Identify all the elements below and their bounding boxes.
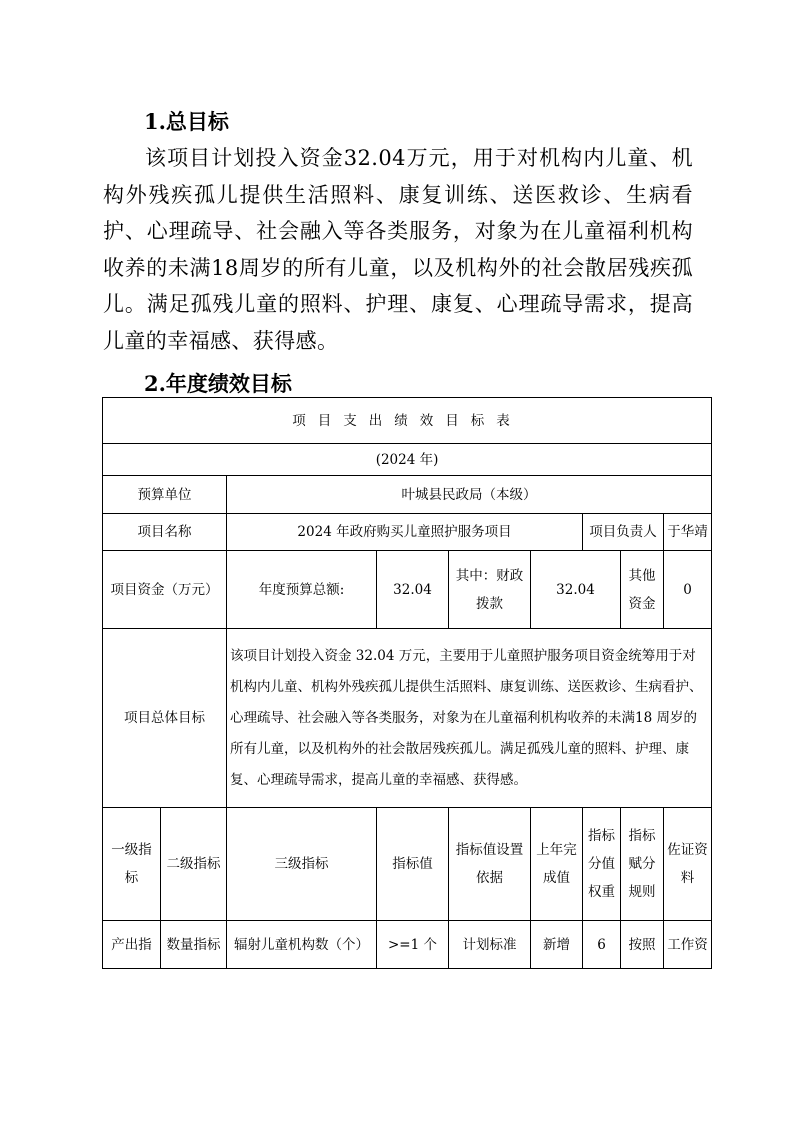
header-value-basis: 指标值设置依据 (449, 808, 531, 921)
project-name-label: 项目名称 (103, 514, 227, 551)
project-name-value: 2024 年政府购买儿童照护服务项目 (227, 514, 583, 551)
budget-unit-label: 预算单位 (103, 476, 227, 514)
row-evidence: 工作资 (664, 921, 712, 969)
header-level1: 一级指标 (103, 808, 161, 921)
overall-goal-paragraph: 该项目计划投入资金32.04万元，用于对机构内儿童、机构外残疾孤儿提供生活照料、康复训练、送医救诊、生病看护、心理疏导、社会融入等各类服务，对象为在儿童福利机构收养的未满18周岁的所有儿童，以及机构外的社会散居残疾孤儿。满足孤残儿童的照料、护理、康复、心理疏导需求，提高儿童的幸福感、获得感。 (103, 146, 693, 353)
header-scoring-rule: 指标赋分规则 (621, 808, 664, 921)
row-target-value: >=1 个 (377, 921, 449, 969)
annual-budget-value: 32.04 (377, 551, 449, 629)
header-evidence: 佐证资料 (664, 808, 712, 921)
fiscal-label: 其中：财政拨款 (449, 551, 531, 629)
project-owner-label: 项目负责人 (583, 514, 664, 551)
header-target-value: 指标值 (377, 808, 449, 921)
fiscal-value: 32.04 (531, 551, 621, 629)
project-goal-label: 项目总体目标 (103, 629, 227, 808)
other-fund-value: 0 (664, 551, 712, 629)
header-level3: 三级指标 (227, 808, 377, 921)
row-level2: 数量指标 (161, 921, 227, 969)
header-level2: 二级指标 (161, 808, 227, 921)
row-weight: 6 (583, 921, 621, 969)
annual-budget-label: 年度预算总额: (227, 551, 377, 629)
budget-unit-value: 叶城县民政局（本级） (227, 476, 712, 514)
performance-target-table (102, 397, 712, 969)
row-level1: 产出指 (103, 921, 161, 969)
table-year: (2024 年) (103, 444, 712, 476)
other-fund-label: 其他资金 (621, 551, 664, 629)
row-last-year: 新增 (531, 921, 583, 969)
header-weight: 指标分值权重 (583, 808, 621, 921)
table-title: 项目支出绩效目标表 (103, 398, 712, 444)
fund-label: 项目资金（万元） (103, 551, 227, 629)
row-value-basis: 计划标准 (449, 921, 531, 969)
section-heading-overall-goal: 1.总目标 (144, 109, 229, 134)
section-heading-annual-goal: 2.年度绩效目标 (144, 371, 292, 396)
row-scoring-rule: 按照 (621, 921, 664, 969)
header-last-year: 上年完成值 (531, 808, 583, 921)
project-owner-value: 于华靖 (664, 514, 712, 551)
row-level3: 辐射儿童机构数（个） (227, 921, 377, 969)
project-goal-text: 该项目计划投入资金 32.04 万元，主要用于儿童照护服务项目资金统筹用于对机构内儿童、机构外残疾孤儿提供生活照料、康复训练、送医救诊、生病看护、心理疏导、社会融入等各类服务，对象为在儿童福利机构收养的未满18 周岁的所有儿童，以及机构外的社会散居残疾孤儿。满足孤残儿童的照料、护理、康复、心理疏导需求，提高儿童的幸福感、获得感。 (227, 629, 712, 808)
